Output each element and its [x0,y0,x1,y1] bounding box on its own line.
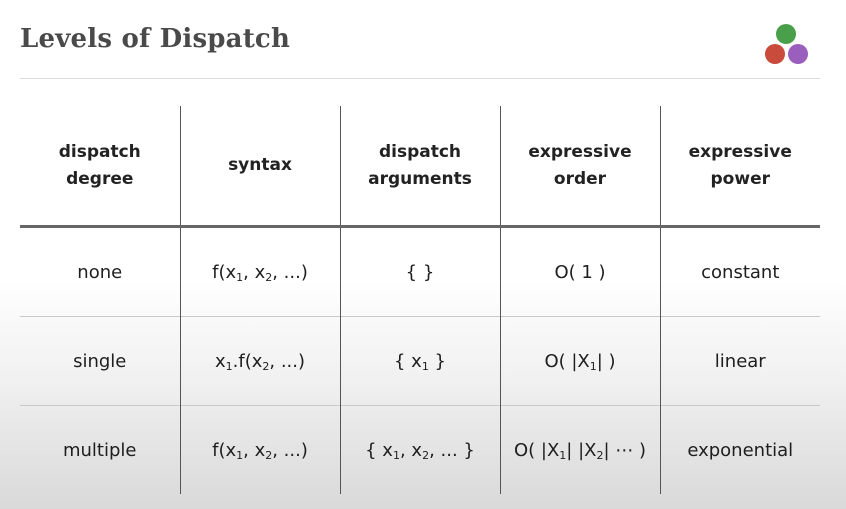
cell-args: { $x_1$, $x_2$, ... } [340,406,500,495]
cell-args: { $x_1$ } [340,317,500,406]
green-dot-icon [776,24,796,44]
header-dispatch-degree: dispatch degree [20,106,180,227]
table-row-none [20,227,820,317]
table-header-row [20,106,820,227]
slide-title: Levels of Dispatch [20,24,291,54]
header-expressive-power: expressive power [660,106,820,227]
cell-power: linear [660,317,820,406]
table-row-multiple [20,406,820,495]
header-syntax: syntax [180,106,340,227]
table-row-single [20,317,820,406]
title-divider [20,78,820,79]
cell-degree: multiple [20,406,180,495]
cell-power: constant [660,227,820,317]
red-dot-icon [765,44,785,64]
cell-order: O( $|X_1|$ ) [500,317,660,406]
cell-order: O( $|X_1|$ $|X_2|$ ⋯ ) [500,406,660,495]
julia-dots-logo-icon [760,22,812,68]
cell-order: O( 1 ) [500,227,660,317]
cell-syntax: $x_1.f(x_2$, ...) [180,317,340,406]
cell-args: { } [340,227,500,317]
dispatch-levels-table [20,106,820,494]
cell-power: exponential [660,406,820,495]
cell-syntax: $f(x_1$, $x_2$, ...) [180,406,340,495]
cell-syntax: $f(x_1$, $x_2$, ...) [180,227,340,317]
purple-dot-icon [788,44,808,64]
header-expressive-order: expressive order [500,106,660,227]
cell-degree: none [77,261,123,283]
header-dispatch-arguments: dispatch arguments [340,106,500,227]
cell-degree: single [20,317,180,406]
